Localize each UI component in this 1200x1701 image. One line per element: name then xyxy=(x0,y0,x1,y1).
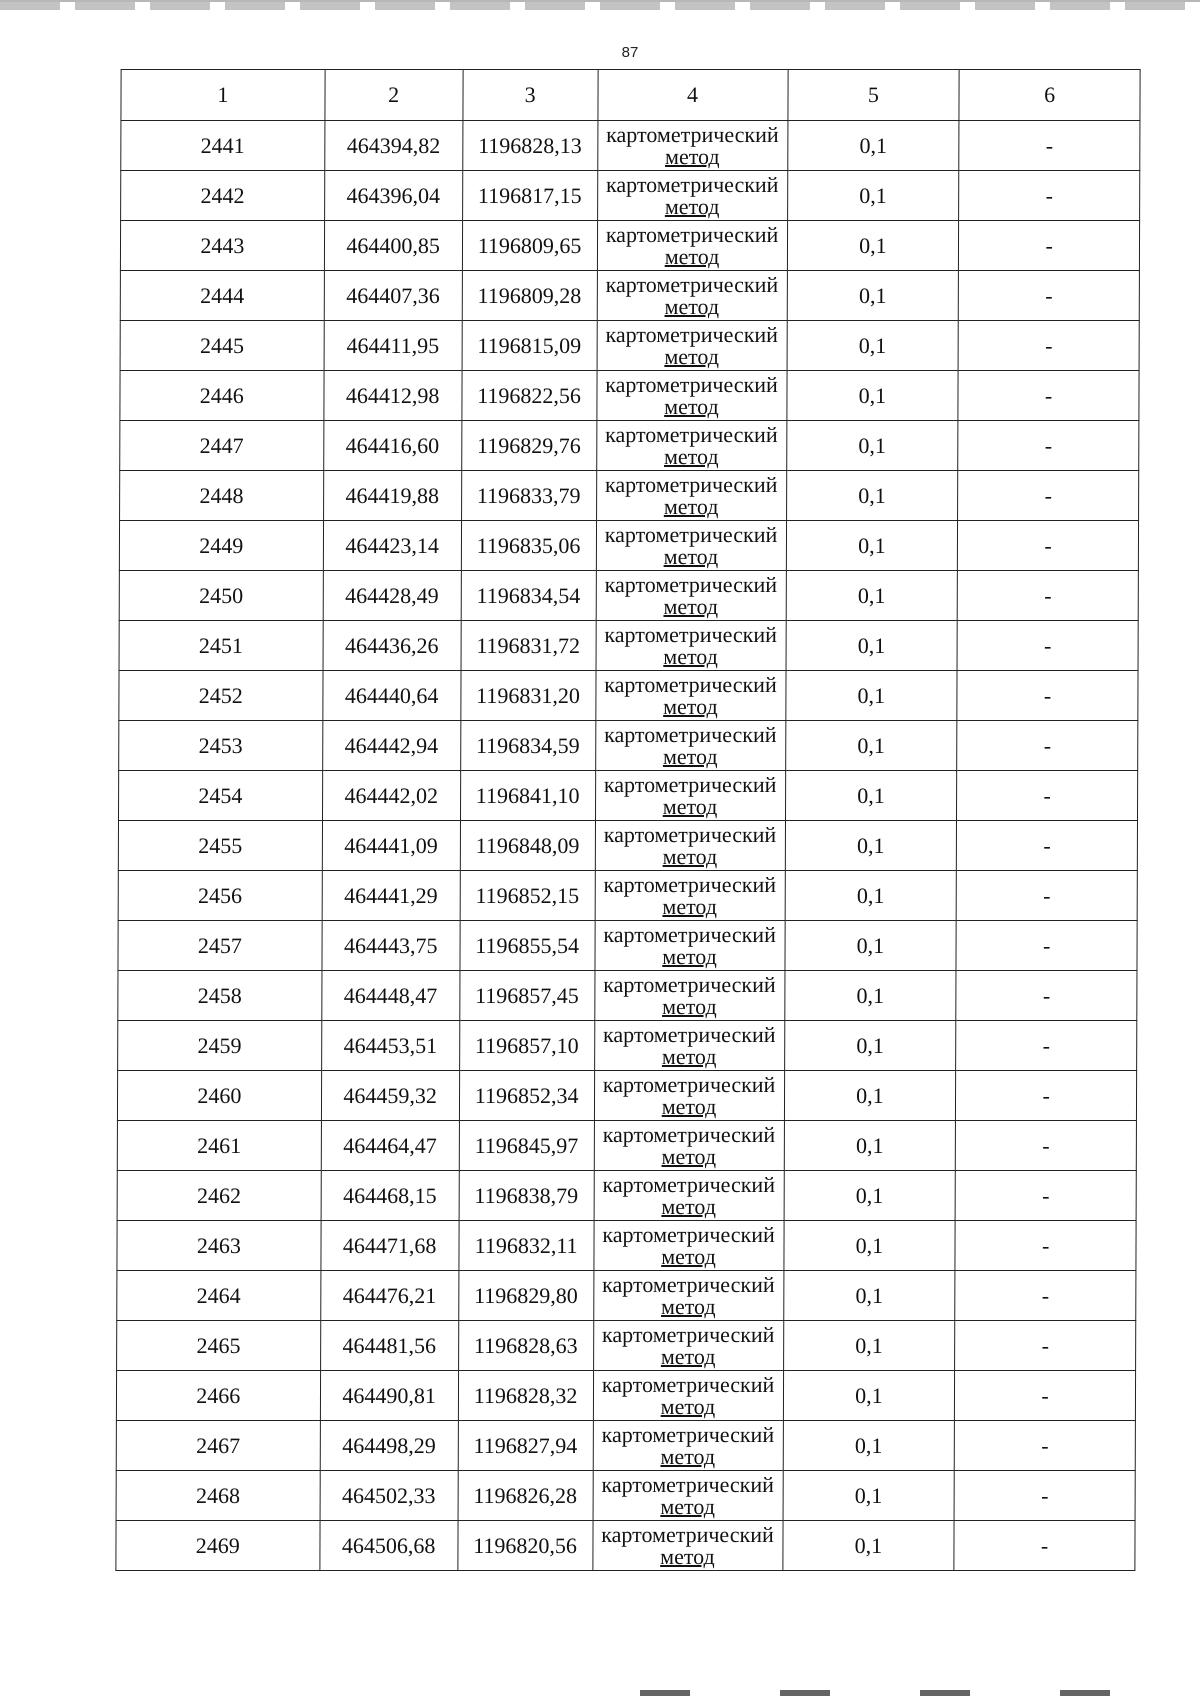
x-coordinate-cell: 464428,49 xyxy=(323,571,461,621)
table-row xyxy=(117,1271,1136,1321)
point-number-cell: 2449 xyxy=(119,521,323,571)
accuracy-cell: 0,1 xyxy=(785,671,957,721)
point-number-cell: 2461 xyxy=(117,1121,321,1171)
y-coordinate-cell: 1196855,54 xyxy=(460,921,595,971)
point-number-cell: 2467 xyxy=(116,1421,320,1471)
note-cell: - xyxy=(956,1071,1137,1121)
x-coordinate-cell: 464407,36 xyxy=(324,271,462,321)
column-header-2: 2 xyxy=(325,70,463,121)
accuracy-cell: 0,1 xyxy=(787,271,959,321)
method-line-2: метод xyxy=(663,643,718,669)
y-coordinate-cell: 1196828,63 xyxy=(458,1321,593,1371)
note-cell: - xyxy=(957,571,1138,621)
y-coordinate-cell: 1196826,28 xyxy=(458,1471,593,1521)
accuracy-cell: 0,1 xyxy=(785,821,957,871)
accuracy-cell: 0,1 xyxy=(785,921,957,971)
method-line-2: метод xyxy=(662,743,718,769)
accuracy-cell: 0,1 xyxy=(783,1221,955,1271)
method-cell xyxy=(596,371,786,421)
point-number-cell: 2454 xyxy=(118,771,322,821)
x-coordinate-cell: 464441,09 xyxy=(322,821,460,871)
point-number-cell: 2453 xyxy=(119,721,323,771)
page-number: 87 xyxy=(621,44,639,61)
method-line-1: картометрический xyxy=(603,871,777,897)
x-coordinate-cell: 464411,95 xyxy=(324,321,462,371)
table-row xyxy=(120,421,1139,471)
accuracy-cell: 0,1 xyxy=(787,121,959,171)
method-line-2: метод xyxy=(664,193,720,219)
accuracy-cell: 0,1 xyxy=(784,971,956,1021)
point-number-cell: 2460 xyxy=(117,1071,321,1121)
table-row xyxy=(118,871,1137,921)
note-cell: - xyxy=(956,1121,1137,1171)
method-cell xyxy=(593,1421,783,1471)
method-line-1: картометрический xyxy=(602,1271,775,1297)
method-line-1: картометрический xyxy=(605,171,779,197)
method-line-1: картометрический xyxy=(603,821,777,847)
column-header-4: 4 xyxy=(598,70,788,121)
table-row xyxy=(116,1521,1135,1571)
method-cell xyxy=(596,471,786,521)
note-cell: - xyxy=(958,321,1139,371)
x-coordinate-cell: 464442,94 xyxy=(322,721,460,771)
accuracy-cell: 0,1 xyxy=(784,1171,956,1221)
accuracy-cell: 0,1 xyxy=(787,321,959,371)
note-cell: - xyxy=(957,771,1138,821)
method-line-1: картометрический xyxy=(604,671,777,697)
method-line-1: картометрический xyxy=(605,221,779,247)
point-number-cell: 2451 xyxy=(119,621,323,671)
x-coordinate-cell: 464416,60 xyxy=(323,421,461,471)
point-number-cell: 2458 xyxy=(118,971,322,1021)
y-coordinate-cell: 1196841,10 xyxy=(460,771,595,821)
note-cell: - xyxy=(956,971,1137,1021)
point-number-cell: 2447 xyxy=(120,421,324,471)
method-line-1: картометрический xyxy=(602,1171,776,1197)
x-coordinate-cell: 464481,56 xyxy=(320,1321,458,1371)
table-row xyxy=(121,121,1140,171)
method-cell xyxy=(597,171,787,221)
y-coordinate-cell: 1196820,56 xyxy=(458,1521,593,1571)
x-coordinate-cell: 464448,47 xyxy=(322,971,460,1021)
point-number-cell: 2464 xyxy=(117,1271,321,1321)
method-line-1: картометрический xyxy=(602,1071,776,1097)
method-cell xyxy=(593,1321,783,1371)
method-line-1: картометрический xyxy=(603,1021,776,1047)
x-coordinate-cell: 464443,75 xyxy=(322,921,460,971)
y-coordinate-cell: 1196817,15 xyxy=(462,171,597,221)
note-cell: - xyxy=(956,921,1137,971)
accuracy-cell: 0,1 xyxy=(787,221,959,271)
accuracy-cell: 0,1 xyxy=(783,1421,955,1471)
note-cell: - xyxy=(958,421,1139,471)
x-coordinate-cell: 464440,64 xyxy=(323,671,461,721)
x-coordinate-cell: 464471,68 xyxy=(321,1221,459,1271)
y-coordinate-cell: 1196834,59 xyxy=(460,721,595,771)
table-row xyxy=(116,1471,1135,1521)
x-coordinate-cell: 464436,26 xyxy=(323,621,461,671)
table-row xyxy=(119,521,1138,571)
method-cell xyxy=(597,221,787,271)
method-line-1: картометрический xyxy=(605,321,779,347)
table-row xyxy=(118,971,1137,1021)
y-coordinate-cell: 1196835,06 xyxy=(461,521,596,571)
table-row xyxy=(116,1371,1135,1421)
y-coordinate-cell: 1196828,32 xyxy=(458,1371,593,1421)
method-cell xyxy=(594,1021,784,1071)
note-cell: - xyxy=(959,121,1140,171)
point-number-cell: 2457 xyxy=(118,921,322,971)
method-cell xyxy=(595,671,785,721)
method-cell xyxy=(597,321,787,371)
accuracy-cell: 0,1 xyxy=(785,871,957,921)
x-coordinate-cell: 464419,88 xyxy=(323,471,461,521)
table-row xyxy=(119,721,1138,771)
method-cell xyxy=(595,921,785,971)
method-line-2: метод xyxy=(665,143,720,169)
y-coordinate-cell: 1196827,94 xyxy=(458,1421,593,1471)
point-number-cell: 2466 xyxy=(116,1371,320,1421)
table-row xyxy=(120,321,1139,371)
method-line-2: метод xyxy=(664,243,720,269)
coordinates-table xyxy=(115,69,1140,1571)
y-coordinate-cell: 1196831,72 xyxy=(461,621,596,671)
accuracy-cell: 0,1 xyxy=(786,421,958,471)
method-line-1: картометрический xyxy=(601,1521,774,1547)
y-coordinate-cell: 1196857,10 xyxy=(459,1021,594,1071)
method-cell xyxy=(593,1471,783,1521)
method-cell xyxy=(595,721,785,771)
accuracy-cell: 0,1 xyxy=(783,1321,955,1371)
note-cell: - xyxy=(955,1271,1136,1321)
method-cell xyxy=(597,271,787,321)
method-line-1: картометрический xyxy=(601,1321,775,1347)
x-coordinate-cell: 464476,21 xyxy=(320,1271,458,1321)
y-coordinate-cell: 1196831,20 xyxy=(460,671,595,721)
method-line-1: картометрический xyxy=(603,771,777,797)
method-cell xyxy=(592,1521,782,1571)
method-line-2: метод xyxy=(661,1193,717,1219)
method-line-1: картометрический xyxy=(605,271,779,297)
accuracy-cell: 0,1 xyxy=(782,1521,954,1571)
table-row xyxy=(120,221,1139,271)
table-row xyxy=(117,1321,1136,1371)
x-coordinate-cell: 464412,98 xyxy=(324,371,462,421)
y-coordinate-cell: 1196852,34 xyxy=(459,1071,594,1121)
method-cell xyxy=(594,971,784,1021)
accuracy-cell: 0,1 xyxy=(786,371,958,421)
table-row xyxy=(116,1421,1135,1471)
scan-bottom-marks xyxy=(640,1690,1180,1696)
note-cell: - xyxy=(958,521,1139,571)
table-row xyxy=(119,571,1138,621)
column-header-5: 5 xyxy=(787,70,959,121)
method-line-1: картометрический xyxy=(604,521,778,547)
method-line-2: метод xyxy=(664,393,719,419)
table-row xyxy=(121,171,1140,221)
note-cell: - xyxy=(957,821,1138,871)
point-number-cell: 2442 xyxy=(121,171,325,221)
scan-top-edge xyxy=(0,0,1200,10)
method-line-2: метод xyxy=(663,693,718,719)
column-header-3: 3 xyxy=(463,70,598,121)
method-cell xyxy=(594,1071,784,1121)
method-cell xyxy=(593,1271,783,1321)
column-header-1: 1 xyxy=(121,70,325,121)
method-line-1: картометрический xyxy=(604,471,778,497)
accuracy-cell: 0,1 xyxy=(786,571,958,621)
table-row xyxy=(119,671,1138,721)
method-line-1: картометрический xyxy=(602,1221,775,1247)
method-line-2: метод xyxy=(662,893,718,919)
note-cell: - xyxy=(956,1021,1137,1071)
method-line-2: метод xyxy=(660,1343,716,1369)
y-coordinate-cell: 1196829,76 xyxy=(461,421,596,471)
y-coordinate-cell: 1196838,79 xyxy=(459,1171,594,1221)
accuracy-cell: 0,1 xyxy=(785,771,957,821)
method-line-2: метод xyxy=(661,1043,717,1069)
y-coordinate-cell: 1196833,79 xyxy=(461,471,596,521)
method-cell xyxy=(596,621,786,671)
accuracy-cell: 0,1 xyxy=(786,521,958,571)
point-number-cell: 2441 xyxy=(121,121,325,171)
table-row xyxy=(117,1221,1136,1271)
method-line-2: метод xyxy=(663,593,719,619)
note-cell: - xyxy=(958,371,1139,421)
table-row xyxy=(118,821,1137,871)
note-cell: - xyxy=(956,871,1137,921)
accuracy-cell: 0,1 xyxy=(783,1471,955,1521)
x-coordinate-cell: 464400,85 xyxy=(324,221,462,271)
y-coordinate-cell: 1196815,09 xyxy=(462,321,597,371)
accuracy-cell: 0,1 xyxy=(784,1121,956,1171)
method-line-2: метод xyxy=(660,1543,715,1569)
note-cell: - xyxy=(955,1371,1136,1421)
x-coordinate-cell: 464498,29 xyxy=(320,1421,458,1471)
accuracy-cell: 0,1 xyxy=(783,1371,955,1421)
table-row xyxy=(118,771,1137,821)
method-line-1: картометрический xyxy=(604,621,777,647)
method-cell xyxy=(593,1221,783,1271)
point-number-cell: 2468 xyxy=(116,1471,320,1521)
x-coordinate-cell: 464396,04 xyxy=(324,171,462,221)
note-cell: - xyxy=(957,621,1138,671)
method-line-2: метод xyxy=(663,543,719,569)
point-number-cell: 2450 xyxy=(119,571,323,621)
method-line-2: метод xyxy=(662,843,718,869)
point-number-cell: 2446 xyxy=(120,371,324,421)
table-row xyxy=(120,271,1139,321)
method-line-1: картометрический xyxy=(605,371,778,397)
method-line-2: метод xyxy=(661,1293,716,1319)
method-cell xyxy=(596,521,786,571)
method-line-1: картометрический xyxy=(604,721,777,747)
column-header-6: 6 xyxy=(959,70,1140,121)
method-cell xyxy=(595,821,785,871)
y-coordinate-cell: 1196834,54 xyxy=(461,571,596,621)
accuracy-cell: 0,1 xyxy=(786,621,958,671)
method-cell xyxy=(594,1121,784,1171)
note-cell: - xyxy=(957,671,1138,721)
table-row xyxy=(118,1021,1137,1071)
note-cell: - xyxy=(959,221,1140,271)
table-row xyxy=(118,921,1137,971)
note-cell: - xyxy=(955,1221,1136,1271)
y-coordinate-cell: 1196822,56 xyxy=(462,371,597,421)
method-cell xyxy=(596,421,786,471)
y-coordinate-cell: 1196829,80 xyxy=(458,1271,593,1321)
method-line-2: метод xyxy=(662,993,717,1019)
accuracy-cell: 0,1 xyxy=(783,1271,955,1321)
method-line-2: метод xyxy=(661,1143,717,1169)
table-body xyxy=(116,70,1140,1571)
accuracy-cell: 0,1 xyxy=(785,721,957,771)
x-coordinate-cell: 464506,68 xyxy=(320,1521,458,1571)
y-coordinate-cell: 1196809,28 xyxy=(462,271,597,321)
method-line-2: метод xyxy=(661,1243,716,1269)
method-line-1: картометрический xyxy=(602,1121,776,1147)
x-coordinate-cell: 464442,02 xyxy=(322,771,460,821)
note-cell: - xyxy=(957,721,1138,771)
method-line-2: метод xyxy=(660,1493,715,1519)
point-number-cell: 2469 xyxy=(116,1521,320,1571)
note-cell: - xyxy=(959,271,1140,321)
table-row xyxy=(117,1071,1136,1121)
x-coordinate-cell: 464502,33 xyxy=(320,1471,458,1521)
point-number-cell: 2455 xyxy=(118,821,322,871)
method-line-1: картометрический xyxy=(604,571,778,597)
method-line-1: картометрический xyxy=(603,971,776,997)
x-coordinate-cell: 464441,29 xyxy=(322,871,460,921)
method-cell xyxy=(595,771,785,821)
point-number-cell: 2452 xyxy=(119,671,323,721)
x-coordinate-cell: 464423,14 xyxy=(323,521,461,571)
table-row xyxy=(120,371,1139,421)
method-line-1: картометрический xyxy=(601,1371,775,1397)
point-number-cell: 2463 xyxy=(117,1221,321,1271)
y-coordinate-cell: 1196848,09 xyxy=(460,821,595,871)
y-coordinate-cell: 1196809,65 xyxy=(462,221,597,271)
point-number-cell: 2456 xyxy=(118,871,322,921)
accuracy-cell: 0,1 xyxy=(786,471,958,521)
method-line-2: метод xyxy=(664,293,720,319)
method-line-1: картометрический xyxy=(601,1471,775,1497)
note-cell: - xyxy=(959,171,1140,221)
x-coordinate-cell: 464459,32 xyxy=(321,1071,459,1121)
note-cell: - xyxy=(955,1171,1136,1221)
x-coordinate-cell: 464490,81 xyxy=(320,1371,458,1421)
y-coordinate-cell: 1196845,97 xyxy=(459,1121,594,1171)
table-row xyxy=(117,1171,1136,1221)
x-coordinate-cell: 464464,47 xyxy=(321,1121,459,1171)
table-row xyxy=(119,621,1138,671)
method-line-1: картометрический xyxy=(605,421,778,447)
point-number-cell: 2444 xyxy=(120,271,324,321)
method-cell xyxy=(596,571,786,621)
y-coordinate-cell: 1196832,11 xyxy=(459,1221,594,1271)
method-line-2: метод xyxy=(663,493,719,519)
point-number-cell: 2462 xyxy=(117,1171,321,1221)
point-number-cell: 2448 xyxy=(120,471,324,521)
point-number-cell: 2465 xyxy=(117,1321,321,1371)
method-cell xyxy=(597,121,787,171)
method-line-2: метод xyxy=(664,343,719,369)
method-line-2: метод xyxy=(661,1093,717,1119)
method-line-1: картометрический xyxy=(606,121,779,147)
x-coordinate-cell: 464468,15 xyxy=(321,1171,459,1221)
note-cell: - xyxy=(954,1521,1135,1571)
method-line-1: картометрический xyxy=(603,921,776,947)
table-row xyxy=(120,471,1139,521)
note-cell: - xyxy=(955,1321,1136,1371)
table-row xyxy=(117,1121,1136,1171)
point-number-cell: 2443 xyxy=(120,221,324,271)
point-number-cell: 2445 xyxy=(120,321,324,371)
method-line-1: картометрический xyxy=(601,1421,775,1447)
method-cell xyxy=(595,871,785,921)
method-cell xyxy=(593,1371,783,1421)
y-coordinate-cell: 1196857,45 xyxy=(459,971,594,1021)
accuracy-cell: 0,1 xyxy=(787,171,959,221)
y-coordinate-cell: 1196828,13 xyxy=(462,121,597,171)
x-coordinate-cell: 464453,51 xyxy=(321,1021,459,1071)
method-line-2: метод xyxy=(660,1443,716,1469)
method-cell xyxy=(594,1171,784,1221)
table-header-row xyxy=(121,70,1140,121)
note-cell: - xyxy=(954,1471,1135,1521)
x-coordinate-cell: 464394,82 xyxy=(324,121,462,171)
y-coordinate-cell: 1196852,15 xyxy=(460,871,595,921)
note-cell: - xyxy=(954,1421,1135,1471)
point-number-cell: 2459 xyxy=(118,1021,322,1071)
method-line-2: метод xyxy=(663,443,719,469)
accuracy-cell: 0,1 xyxy=(784,1021,956,1071)
method-line-2: метод xyxy=(662,793,718,819)
accuracy-cell: 0,1 xyxy=(784,1071,956,1121)
method-line-2: метод xyxy=(662,943,717,969)
method-line-2: метод xyxy=(660,1393,716,1419)
note-cell: - xyxy=(958,471,1139,521)
